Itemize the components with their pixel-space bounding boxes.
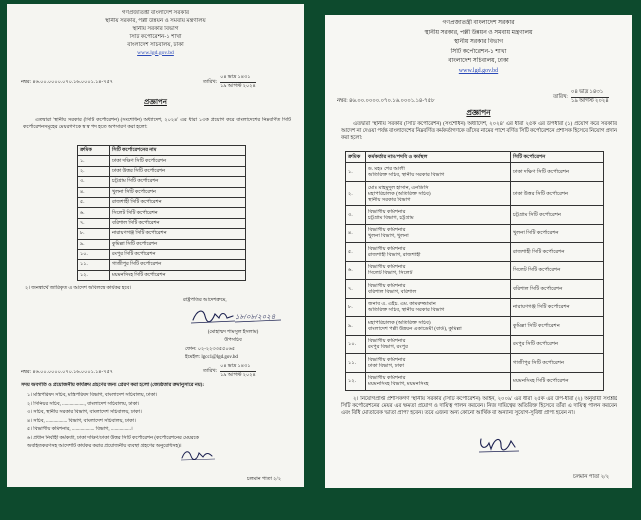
- date-block: [203, 74, 256, 90]
- date-bangla-2: ০৪ ভাদ্র ১৪৩১: [220, 363, 256, 372]
- official-line: বিভাগীয় কমিশনার: [368, 227, 406, 234]
- official-line: বিভাগীয় কমিশনার: [368, 375, 406, 382]
- official-line: বিভাগীয় কমিশনার: [368, 264, 406, 271]
- header-official: কর্মকর্তার নাম/পদবি ও কর্মস্থল: [366, 152, 511, 163]
- table-row: [78, 270, 246, 280]
- row-serial: ৮.: [78, 229, 110, 239]
- letterhead: [7, 10, 304, 57]
- clause-2: ২। নিয়োগপ্রাপ্ত প্রশাসকগণ 'স্থানীয় সরকার (সিটি কর্পোরেশন) আইন, ২০০৯' এর ধারা ২৫ক এর উপ-ধারা (২) অনুযায়ী সংশ্লিষ্ট সিটি কর্পোরেশনের মেয়র এর ক্ষমতা প্রয়োগ ও দায়িত্ব পালন করবেন। নিজ দায়িত্বের অতিরিক্ত হিসেবে তাঁরা এ দায়িত্ব পালন করবেন এবং বিধি মোতাবেক 'ভাতা প্রাপ্য' হবেন। তবে এজন্য অন্য কোনো আর্থিক বা অন্যান্য সুযোগ-সুবিধা প্রাপ্য হবেন না।: [341, 396, 617, 416]
- row-city: সিলেট সিটি কর্পোরেশন: [511, 261, 604, 280]
- table-row: [78, 229, 246, 239]
- table-row: [78, 177, 246, 187]
- date-gregorian: ১৯ আগস্ট ২০২৪: [570, 98, 609, 104]
- row-name: ময়মনসিংহ সিটি কর্পোরেশন: [110, 270, 246, 280]
- office-address: বাংলাদেশ সচিবালয়, ঢাকা: [127, 41, 184, 48]
- official-line: বিভাগীয় কমিশনার: [368, 245, 406, 252]
- official-line: মহাপরিচালক (অতিরিক্ত সচিব): [368, 190, 431, 197]
- distribution-list: [27, 392, 293, 452]
- row-name: কুমিল্লা সিটি কর্পোরেশন: [110, 239, 246, 249]
- signature-image: [189, 304, 285, 329]
- date-gregorian: ১৯ আগস্ট ২০২৪: [220, 84, 256, 89]
- row-city: নারায়ণগঞ্জ সিটি কর্পোরেশন: [511, 298, 604, 317]
- division-name: স্থানীয় সরকার বিভাগ: [453, 39, 504, 46]
- official-line: বিভাগীয় কমিশনার: [368, 208, 406, 215]
- table-row: [78, 187, 246, 197]
- administrator-table: [345, 151, 604, 391]
- date-label: তারিখ:: [553, 93, 568, 100]
- official-line: রাজশাহী বিভাগ, রাজশাহী: [368, 251, 421, 258]
- date-gregorian-2: ১৯ আগস্ট ২০২৪: [220, 373, 256, 378]
- official-line: স্থানীয় সরকার বিভাগ: [368, 196, 411, 203]
- list-item: ২। সিনিয়র সচিব, .................., বাংলাদেশ সচিবালয়, ঢাকা।: [27, 401, 140, 407]
- row-city: রংপুর সিটি কর্পোরেশন: [511, 335, 604, 354]
- official-line: ড. মহঃ শের আলী: [368, 166, 405, 172]
- ministry-name: স্থানীয় সরকার, পল্লী উন্নয়ন ও সমবায় মন্ত্রণালয়: [105, 17, 206, 24]
- table-header-row: [346, 152, 604, 163]
- row-serial: ১২.: [346, 372, 366, 391]
- page-footer: চলমান পাতা ২/২: [573, 474, 610, 480]
- memo-number-2: নম্বর: ৪৬.০০.০০০০.০৭০.১৬.০০০১.১৪-৭৫৭: [21, 370, 113, 375]
- row-city: চট্টগ্রাম সিটি কর্পোরেশন: [511, 206, 604, 225]
- clause-2: ২। জনস্বার্থে জারিকৃত এ আদেশ অবিলম্বে কার্যকর হবে।: [25, 286, 132, 291]
- row-city: কুমিল্লা সিটি কর্পোরেশন: [511, 317, 604, 336]
- row-official: [366, 317, 511, 336]
- website-link: www.lgd.gov.bd: [458, 67, 499, 74]
- letterhead: [325, 19, 632, 77]
- office-address: বাংলাদেশ সচিবালয়, ঢাকা: [448, 58, 509, 65]
- distribution-heading: সদয় অবগতি ও প্রয়োজনীয় কার্যক্রম গ্রহণের জন্য প্রেরণ করা হলো (জ্যেষ্ঠতার ক্রমানুসারে নয়):: [21, 383, 204, 388]
- row-city: ময়মনসিংহ সিটি কর্পোরেশন: [511, 372, 604, 391]
- row-city: ঢাকা উত্তর সিটি কর্পোরেশন: [511, 182, 604, 206]
- date-label: তারিখ:: [203, 79, 218, 85]
- notice-title: প্রজ্ঞাপন: [144, 98, 167, 106]
- signature-date: ১৮/০৮/২০২৪: [235, 313, 276, 321]
- row-serial: ১০.: [78, 249, 110, 259]
- notice-page-removal: [7, 4, 304, 487]
- row-serial: ৭.: [346, 280, 366, 299]
- row-serial: ৫.: [78, 197, 110, 207]
- table-row: [78, 260, 246, 270]
- row-serial: ১২.: [78, 270, 110, 280]
- row-city: বরিশাল সিটি কর্পোরেশন: [511, 280, 604, 299]
- row-serial: ১১.: [346, 354, 366, 373]
- row-name: নারায়ণগঞ্জ সিটি কর্পোরেশন: [110, 229, 246, 239]
- row-official: [366, 354, 511, 373]
- row-serial: ৭.: [78, 218, 110, 228]
- row-city: খুলনা সিটি কর্পোরেশন: [511, 224, 604, 243]
- official-line: মোঃ মাহমুদুল হাসান, এনডিসি: [368, 184, 429, 191]
- row-serial: ৬.: [346, 261, 366, 280]
- date-block-2: [203, 363, 256, 379]
- table-row: [346, 354, 604, 373]
- table-header-row: [78, 146, 246, 156]
- row-name: খুলনা সিটি কর্পোরেশন: [110, 187, 246, 197]
- signatory-designation: উপসচিব: [224, 338, 242, 343]
- date-values: [220, 74, 256, 90]
- initial-signature-image: [179, 447, 219, 463]
- header-serial: ক্রমিক: [78, 146, 110, 156]
- official-line: ঢাকা বিভাগ, ঢাকা: [368, 362, 405, 369]
- official-line: বিভাগীয় কমিশনার: [368, 338, 406, 345]
- official-line: বিভাগীয় কমিশনার: [368, 356, 406, 363]
- row-serial: ৩.: [346, 206, 366, 225]
- official-line: সিলেট বিভাগ, সিলেট: [368, 270, 413, 277]
- ministry-name: স্থানীয় সরকার, পল্লী উন্নয়ন ও সমবায় মন্ত্রণালয়: [424, 29, 533, 36]
- notice-title: প্রজ্ঞাপন: [466, 108, 491, 117]
- row-serial: ২.: [78, 166, 110, 176]
- row-official: [366, 224, 511, 243]
- row-city: ঢাকা দক্ষিণ সিটি কর্পোরেশন: [511, 163, 604, 182]
- table-row: [346, 224, 604, 243]
- table-row: [78, 239, 246, 249]
- list-item: ৫। বিভাগীয় কমিশনার, .................. বিভাগ, ................।: [27, 427, 133, 432]
- row-official: [366, 163, 511, 182]
- table-row: [78, 218, 246, 228]
- row-serial: ১১.: [78, 260, 110, 270]
- list-item: অবহিতকরণসহ আদেশটি কার্যকর করার প্রয়োজনীয় ব্যবস্থা গ্রহণের অনুরোধসহ)।: [27, 444, 182, 449]
- row-city: গাজীপুর সিটি কর্পোরেশন: [511, 354, 604, 373]
- list-item: ৩। সচিব, স্থানীয় সরকার বিভাগ, বাংলাদেশ সচিবালয়, ঢাকা।: [27, 410, 142, 415]
- website-link: www.lgd.gov.bd: [137, 49, 174, 56]
- table-row: [346, 280, 604, 299]
- official-line: বাংলাদেশ পল্লী উন্নয়ন একাডেমী (বার্ড), কুমিল্লা: [368, 325, 462, 332]
- official-line: অতিরিক্ত সচিব, স্থানীয় সরকার বিভাগ: [368, 172, 445, 178]
- row-official: [366, 182, 511, 206]
- signatory-phone: ফোন: ০২-২২৩৩৫৫০৬৫: [185, 347, 236, 352]
- row-name: চট্টগ্রাম সিটি কর্পোরেশন: [110, 177, 246, 187]
- date-label-2: তারিখ:: [203, 368, 218, 374]
- signatory-email: ইমেইল: lgcc1@lgd.gov.bd: [185, 355, 238, 360]
- row-serial: ১.: [346, 163, 366, 182]
- date-values: [571, 89, 609, 105]
- row-official: [366, 280, 511, 299]
- row-serial: ৬.: [78, 208, 110, 218]
- official-line: মহাপরিচালক (অতিরিক্ত সচিব): [368, 319, 431, 326]
- official-line: খুলনা বিভাগ, খুলনা: [368, 233, 409, 240]
- date-bangla: ০৪ ভাদ্র ১৪৩১: [571, 89, 609, 98]
- order-line: রাষ্ট্রপতির আদেশক্রমে,: [183, 298, 227, 303]
- row-serial: ২.: [346, 182, 366, 206]
- row-name: রংপুর সিটি কর্পোরেশন: [110, 249, 246, 259]
- list-item: ১। মন্ত্রিপরিষদ সচিব, মন্ত্রিপরিষদ বিভাগ, বাংলাদেশ সচিবালয়, ঢাকা।: [27, 393, 158, 398]
- branch-name: সিটি কর্পোরেশন-১ শাখা: [129, 33, 182, 40]
- row-name: ঢাকা দক্ষিণ সিটি কর্পোরেশন: [110, 156, 246, 166]
- table-row: [346, 261, 604, 280]
- row-official: [366, 372, 511, 391]
- table-row: [78, 208, 246, 218]
- memo-number: নম্বর: ৪৬.০০.০০০০.০৭০.১৬.০০০১.১৪-৭৫৮: [337, 98, 435, 104]
- row-serial: ১০.: [346, 335, 366, 354]
- city-corporation-table: [77, 145, 246, 281]
- row-serial: ৯.: [78, 239, 110, 249]
- branch-name: সিটি কর্পোরেশন-১ শাখা: [450, 48, 507, 55]
- table-row: [346, 317, 604, 336]
- row-official: [366, 261, 511, 280]
- row-name: রাজশাহী সিটি কর্পোরেশন: [110, 197, 246, 207]
- date-block: [553, 89, 609, 105]
- table-row: [78, 249, 246, 259]
- row-serial: ১.: [78, 156, 110, 166]
- row-name: গাজীপুর সিটি কর্পোরেশন: [110, 260, 246, 270]
- header-city: সিটি কর্পোরেশন: [511, 152, 604, 163]
- header-name: সিটি কর্পোরেশনের নাম: [110, 146, 246, 156]
- row-serial: ৫.: [346, 243, 366, 262]
- table-row: [78, 156, 246, 166]
- table-row: [346, 163, 604, 182]
- row-serial: ৪.: [78, 187, 110, 197]
- table-row: [346, 206, 604, 225]
- row-official: [366, 243, 511, 262]
- row-name: ঢাকা উত্তর সিটি কর্পোরেশন: [110, 166, 246, 176]
- row-name: বরিশাল সিটি কর্পোরেশন: [110, 218, 246, 228]
- row-city: রাজশাহী সিটি কর্পোরেশন: [511, 243, 604, 262]
- row-serial: ৩.: [78, 177, 110, 187]
- official-line: বরিশাল বিভাগ, বরিশাল: [368, 288, 417, 295]
- row-official: [366, 206, 511, 225]
- table-row: [346, 335, 604, 354]
- row-official: [366, 335, 511, 354]
- table-row: [346, 243, 604, 262]
- official-line: রংপুর বিভাগ, রংপুর: [368, 344, 408, 351]
- government-name: গণপ্রজাতন্ত্রী বাংলাদেশ সরকার: [442, 20, 515, 26]
- header-serial: ক্রমিক: [346, 152, 366, 163]
- official-line: চট্টগ্রাম বিভাগ, চট্টগ্রাম: [368, 214, 414, 221]
- row-name: সিলেট সিটি কর্পোরেশন: [110, 208, 246, 218]
- signature-image: [475, 433, 525, 455]
- row-serial: ৪.: [346, 224, 366, 243]
- row-serial: ৮.: [346, 298, 366, 317]
- table-row: [346, 182, 604, 206]
- notice-page-appointment: [325, 15, 632, 488]
- official-line: অতিরিক্ত সচিব, স্থানীয় সরকার বিভাগ: [368, 307, 445, 314]
- division-name: স্থানীয় সরকার বিভাগ: [132, 25, 179, 32]
- list-item: ৬। প্রধান নির্বাহী কর্মকর্তা, ঢাকা দক্ষিণ/ঢাকা উত্তর সিটি কর্পোরেশন (কর্পোরেশনের মেয়রকে: [27, 435, 200, 441]
- official-line: জনাব এ. এইচ. এম. কামরুজ্জামান: [368, 301, 436, 308]
- date-bangla: ০৪ ভাদ্র ১৪৩১: [220, 74, 256, 83]
- signatory-name: (মোহাম্মদ শামসুল ইসলাম): [207, 330, 259, 335]
- list-item: ৪। সচিব, ................. বিভাগ, বাংলাদেশ সচিবালয়, ঢাকা।: [27, 418, 136, 424]
- row-official: [366, 298, 511, 317]
- table-row: [346, 298, 604, 317]
- notice-intro: এতদ্বারা 'স্থানীয় সরকার (সিটি কর্পোরেশন) (সংশোধন) অধ্যাদেশ, ২০২৪' এর ধারা ২৫ক এর উপধারা (১) প্রয়োগ করে সরকারি আদেশ না দেওয়া পর্যন্ত বাংলাদেশের নিম্নবর্ণিত কর্মকর্তাগণকে তাঁদের নামের পাশে বর্ণিত সিটি কর্পোরেশনে প্রশাসক হিসেবে নিয়োগ প্রদান করা হলো:: [341, 121, 617, 141]
- official-line: ময়মনসিংহ বিভাগ, ময়মনসিংহ: [368, 381, 429, 388]
- date-values-2: [220, 363, 256, 379]
- memo-number: নম্বর: ৪৬.০০.০০০০.০৭০.১৬.০০০১.১৪-৭৫৭: [21, 80, 113, 85]
- row-serial: ৯.: [346, 317, 366, 336]
- page-footer: চলমান পাতা ২/২: [247, 477, 282, 482]
- official-line: বিভাগীয় কমিশনার: [368, 282, 406, 289]
- table-row: [346, 372, 604, 391]
- table-row: [78, 197, 246, 207]
- government-name: গণপ্রজাতন্ত্রী বাংলাদেশ সরকার: [121, 10, 190, 16]
- table-row: [78, 166, 246, 176]
- notice-intro: এতদ্বারা 'স্থানীয় সরকার (সিটি কর্পোরেশন) (সংশোধন) অধ্যাদেশ, ২০২৪' এর ধারা ১৩ক প্রয়োগ করে বাংলাদেশের নিম্নবর্ণিত সিটি কর্পোরেশনসমূহের মেয়রগণকে স্ব স্ব পদ হতে অপসারণ করা হলো:: [23, 118, 291, 130]
